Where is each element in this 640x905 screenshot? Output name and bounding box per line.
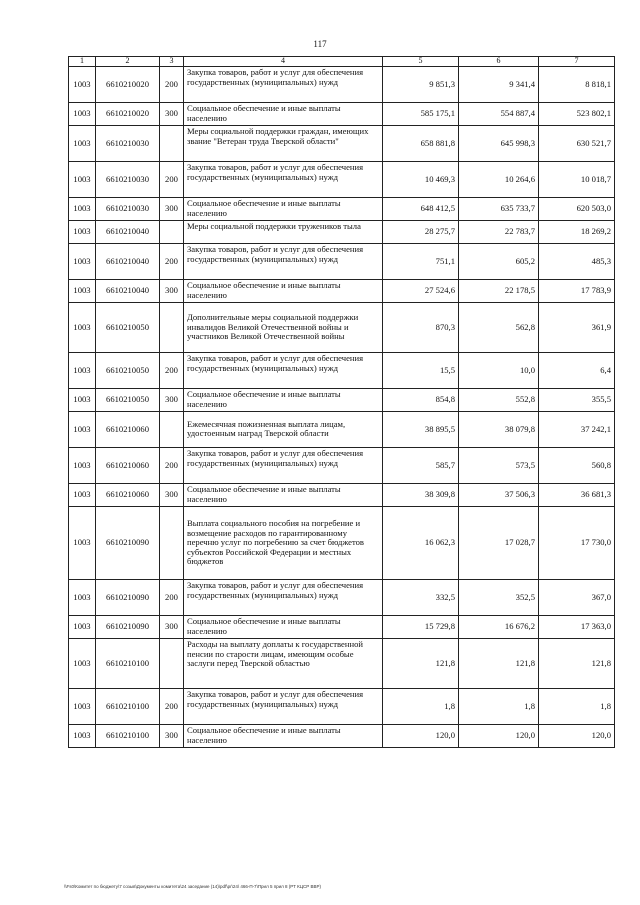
value-cell-2: 645 998,3 bbox=[459, 125, 539, 161]
type-cell bbox=[160, 220, 184, 243]
type-cell: 300 bbox=[160, 197, 184, 220]
section-cell: 1003 bbox=[69, 197, 96, 220]
name-cell: Закупка товаров, работ и услуг для обеспечения государственных (муниципальных) нужд bbox=[184, 243, 383, 279]
name-cell: Социальное обеспечение и иные выплаты населению bbox=[184, 102, 383, 125]
section-cell: 1003 bbox=[69, 302, 96, 352]
value-cell-1: 9 851,3 bbox=[383, 66, 459, 102]
type-cell: 300 bbox=[160, 483, 184, 506]
section-cell: 1003 bbox=[69, 411, 96, 447]
name-cell: Социальное обеспечение и иные выплаты населению bbox=[184, 279, 383, 302]
name-cell: Социальное обеспечение и иные выплаты населению bbox=[184, 483, 383, 506]
table-row bbox=[69, 102, 615, 125]
name-cell: Меры социальной поддержки тружеников тыла bbox=[184, 220, 383, 243]
value-cell-2: 121,8 bbox=[459, 638, 539, 688]
value-cell-1: 10 469,3 bbox=[383, 161, 459, 197]
header-cell: 1 bbox=[69, 57, 96, 67]
type-cell bbox=[160, 302, 184, 352]
name-cell: Ежемесячная пожизненная выплата лицам, удостоенным наград Тверской области bbox=[184, 411, 383, 447]
value-cell-1: 38 895,5 bbox=[383, 411, 459, 447]
header-row bbox=[69, 57, 615, 67]
header-cell: 5 bbox=[383, 57, 459, 67]
value-cell-3: 630 521,7 bbox=[539, 125, 615, 161]
value-cell-1: 38 309,8 bbox=[383, 483, 459, 506]
code-cell: 6610210060 bbox=[96, 447, 160, 483]
type-cell: 300 bbox=[160, 388, 184, 411]
name-cell: Закупка товаров, работ и услуг для обеспечения государственных (муниципальных) нужд bbox=[184, 579, 383, 615]
type-cell: 200 bbox=[160, 66, 184, 102]
header-cell: 6 bbox=[459, 57, 539, 67]
page-number: 117 bbox=[313, 39, 327, 49]
value-cell-2: 554 887,4 bbox=[459, 102, 539, 125]
section-cell: 1003 bbox=[69, 243, 96, 279]
section-cell: 1003 bbox=[69, 352, 96, 388]
value-cell-1: 120,0 bbox=[383, 724, 459, 747]
value-cell-3: 37 242,1 bbox=[539, 411, 615, 447]
table-row bbox=[69, 125, 615, 161]
header-cell: 2 bbox=[96, 57, 160, 67]
value-cell-3: 18 269,2 bbox=[539, 220, 615, 243]
code-cell: 6610210090 bbox=[96, 506, 160, 579]
table-row bbox=[69, 724, 615, 747]
section-cell: 1003 bbox=[69, 579, 96, 615]
value-cell-3: 6,4 bbox=[539, 352, 615, 388]
value-cell-2: 37 506,3 bbox=[459, 483, 539, 506]
section-cell: 1003 bbox=[69, 638, 96, 688]
table-row bbox=[69, 638, 615, 688]
code-cell: 6610210100 bbox=[96, 724, 160, 747]
value-cell-1: 27 524,6 bbox=[383, 279, 459, 302]
value-cell-3: 367,0 bbox=[539, 579, 615, 615]
name-cell: Дополнительные меры социальной поддержки инвалидов Великой Отечественной войны и участников Великой Отечественной войны bbox=[184, 302, 383, 352]
value-cell-2: 573,5 bbox=[459, 447, 539, 483]
header-cell: 7 bbox=[539, 57, 615, 67]
section-cell: 1003 bbox=[69, 506, 96, 579]
type-cell bbox=[160, 125, 184, 161]
section-cell: 1003 bbox=[69, 102, 96, 125]
value-cell-3: 121,8 bbox=[539, 638, 615, 688]
table-row bbox=[69, 447, 615, 483]
value-cell-1: 870,3 bbox=[383, 302, 459, 352]
value-cell-3: 120,0 bbox=[539, 724, 615, 747]
value-cell-1: 658 881,8 bbox=[383, 125, 459, 161]
value-cell-2: 562,8 bbox=[459, 302, 539, 352]
name-cell: Социальное обеспечение и иные выплаты населению bbox=[184, 724, 383, 747]
type-cell: 200 bbox=[160, 243, 184, 279]
table-row bbox=[69, 615, 615, 638]
code-cell: 6610210020 bbox=[96, 66, 160, 102]
table-row bbox=[69, 302, 615, 352]
value-cell-1: 16 062,3 bbox=[383, 506, 459, 579]
code-cell: 6610210100 bbox=[96, 638, 160, 688]
code-cell: 6610210100 bbox=[96, 688, 160, 724]
file-path-footer: \\Fs0\Комитет по бюджету\7 созыв\Документы комитета\24 заседание (14)\pdf\pr\24\ 466-П-7\Прил 5 прил 8 (РТ КЦСР ВВР) bbox=[64, 884, 322, 889]
value-cell-3: 8 818,1 bbox=[539, 66, 615, 102]
type-cell bbox=[160, 506, 184, 579]
code-cell: 6610210040 bbox=[96, 243, 160, 279]
code-cell: 6610210030 bbox=[96, 161, 160, 197]
code-cell: 6610210040 bbox=[96, 279, 160, 302]
table-row bbox=[69, 66, 615, 102]
name-cell: Расходы на выплату доплаты к государственной пенсии по старости лицам, имеющим особые заслуги перед Тверской областью bbox=[184, 638, 383, 688]
table-row bbox=[69, 161, 615, 197]
type-cell: 300 bbox=[160, 279, 184, 302]
name-cell: Закупка товаров, работ и услуг для обеспечения государственных (муниципальных) нужд bbox=[184, 688, 383, 724]
code-cell: 6610210050 bbox=[96, 302, 160, 352]
section-cell: 1003 bbox=[69, 483, 96, 506]
code-cell: 6610210030 bbox=[96, 197, 160, 220]
type-cell: 200 bbox=[160, 579, 184, 615]
value-cell-2: 16 676,2 bbox=[459, 615, 539, 638]
name-cell: Социальное обеспечение и иные выплаты населению bbox=[184, 388, 383, 411]
value-cell-2: 552,8 bbox=[459, 388, 539, 411]
value-cell-3: 17 363,0 bbox=[539, 615, 615, 638]
section-cell: 1003 bbox=[69, 724, 96, 747]
type-cell: 300 bbox=[160, 102, 184, 125]
value-cell-3: 17 783,9 bbox=[539, 279, 615, 302]
code-cell: 6610210060 bbox=[96, 411, 160, 447]
type-cell: 200 bbox=[160, 352, 184, 388]
value-cell-1: 332,5 bbox=[383, 579, 459, 615]
table-row bbox=[69, 197, 615, 220]
name-cell: Закупка товаров, работ и услуг для обеспечения государственных (муниципальных) нужд bbox=[184, 352, 383, 388]
value-cell-3: 36 681,3 bbox=[539, 483, 615, 506]
section-cell: 1003 bbox=[69, 388, 96, 411]
budget-table bbox=[68, 56, 615, 748]
type-cell: 200 bbox=[160, 161, 184, 197]
value-cell-2: 120,0 bbox=[459, 724, 539, 747]
section-cell: 1003 bbox=[69, 66, 96, 102]
code-cell: 6610210090 bbox=[96, 579, 160, 615]
value-cell-1: 1,8 bbox=[383, 688, 459, 724]
name-cell: Закупка товаров, работ и услуг для обеспечения государственных (муниципальных) нужд bbox=[184, 447, 383, 483]
value-cell-1: 648 412,5 bbox=[383, 197, 459, 220]
table-row bbox=[69, 506, 615, 579]
name-cell: Социальное обеспечение и иные выплаты населению bbox=[184, 197, 383, 220]
type-cell bbox=[160, 411, 184, 447]
table-row bbox=[69, 688, 615, 724]
value-cell-1: 28 275,7 bbox=[383, 220, 459, 243]
type-cell: 200 bbox=[160, 688, 184, 724]
value-cell-2: 10,0 bbox=[459, 352, 539, 388]
type-cell bbox=[160, 638, 184, 688]
value-cell-3: 523 802,1 bbox=[539, 102, 615, 125]
code-cell: 6610210040 bbox=[96, 220, 160, 243]
name-cell: Закупка товаров, работ и услуг для обеспечения государственных (муниципальных) нужд bbox=[184, 66, 383, 102]
type-cell: 300 bbox=[160, 615, 184, 638]
section-cell: 1003 bbox=[69, 279, 96, 302]
code-cell: 6610210050 bbox=[96, 352, 160, 388]
value-cell-2: 10 264,6 bbox=[459, 161, 539, 197]
code-cell: 6610210050 bbox=[96, 388, 160, 411]
value-cell-2: 1,8 bbox=[459, 688, 539, 724]
code-cell: 6610210020 bbox=[96, 102, 160, 125]
name-cell: Меры социальной поддержки граждан, имеющих звание "Ветеран труда Тверской области" bbox=[184, 125, 383, 161]
value-cell-1: 585,7 bbox=[383, 447, 459, 483]
value-cell-2: 605,2 bbox=[459, 243, 539, 279]
value-cell-3: 620 503,0 bbox=[539, 197, 615, 220]
value-cell-3: 1,8 bbox=[539, 688, 615, 724]
table-row bbox=[69, 411, 615, 447]
value-cell-2: 22 178,5 bbox=[459, 279, 539, 302]
table-row bbox=[69, 352, 615, 388]
value-cell-3: 485,3 bbox=[539, 243, 615, 279]
section-cell: 1003 bbox=[69, 688, 96, 724]
value-cell-2: 17 028,7 bbox=[459, 506, 539, 579]
value-cell-2: 38 079,8 bbox=[459, 411, 539, 447]
value-cell-1: 15,5 bbox=[383, 352, 459, 388]
header-cell: 3 bbox=[160, 57, 184, 67]
value-cell-1: 854,8 bbox=[383, 388, 459, 411]
name-cell: Социальное обеспечение и иные выплаты населению bbox=[184, 615, 383, 638]
value-cell-1: 15 729,8 bbox=[383, 615, 459, 638]
code-cell: 6610210060 bbox=[96, 483, 160, 506]
value-cell-3: 355,5 bbox=[539, 388, 615, 411]
code-cell: 6610210030 bbox=[96, 125, 160, 161]
value-cell-2: 9 341,4 bbox=[459, 66, 539, 102]
value-cell-3: 10 018,7 bbox=[539, 161, 615, 197]
type-cell: 300 bbox=[160, 724, 184, 747]
value-cell-2: 352,5 bbox=[459, 579, 539, 615]
section-cell: 1003 bbox=[69, 125, 96, 161]
type-cell: 200 bbox=[160, 447, 184, 483]
value-cell-3: 17 730,0 bbox=[539, 506, 615, 579]
value-cell-2: 22 783,7 bbox=[459, 220, 539, 243]
value-cell-3: 560,8 bbox=[539, 447, 615, 483]
name-cell: Выплата социального пособия на погребение и возмещение расходов по гарантированному перечню услуг по погребению за счет бюджетов субъектов Российской Федерации и местных бюджетов bbox=[184, 506, 383, 579]
table-row bbox=[69, 483, 615, 506]
table-row bbox=[69, 220, 615, 243]
section-cell: 1003 bbox=[69, 615, 96, 638]
value-cell-1: 121,8 bbox=[383, 638, 459, 688]
section-cell: 1003 bbox=[69, 220, 96, 243]
section-cell: 1003 bbox=[69, 161, 96, 197]
table-row bbox=[69, 579, 615, 615]
header-cell: 4 bbox=[184, 57, 383, 67]
value-cell-2: 635 733,7 bbox=[459, 197, 539, 220]
value-cell-3: 361,9 bbox=[539, 302, 615, 352]
code-cell: 6610210090 bbox=[96, 615, 160, 638]
name-cell: Закупка товаров, работ и услуг для обеспечения государственных (муниципальных) нужд bbox=[184, 161, 383, 197]
table-row bbox=[69, 243, 615, 279]
value-cell-1: 585 175,1 bbox=[383, 102, 459, 125]
value-cell-1: 751,1 bbox=[383, 243, 459, 279]
section-cell: 1003 bbox=[69, 447, 96, 483]
table-row bbox=[69, 279, 615, 302]
table-row bbox=[69, 388, 615, 411]
